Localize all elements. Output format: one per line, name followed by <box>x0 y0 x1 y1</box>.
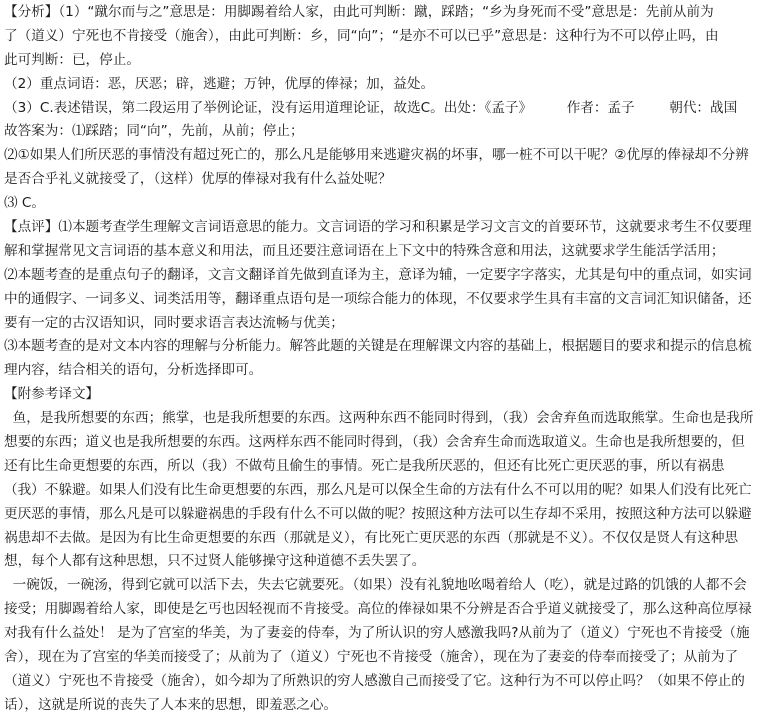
text-line: 还有比生命更想要的东西，所以（我）不做苟且偷生的事情。死亡是我所厌恶的，但还有比死亡更厌恶的事，所以有祸患 <box>4 457 725 474</box>
text-line: 对我有什么益处！ 是为了宫室的华美，为了妻妾的侍奉，为了所认识的穷人感激我吗?从前为了（道义）宁死也不肯接受（施 <box>4 625 750 642</box>
text-line: 中的通假字、一词多义、词类活用等，翻译重点语句是一项综合能力的体现，不仅要求学生具有丰富的文言词汇知识储备，还 <box>4 290 752 307</box>
text-line: 理内容，结合相关的语句，分析选择即可。 <box>4 362 263 379</box>
text-line: 一碗饭，一碗汤，得到它就可以活下去，失去它就要死。（如果）没有礼貌地吆喝着给人（吃），就是过路的饥饿的人都不会 <box>4 577 747 594</box>
text-line: 解和掌握常见文言词语的基本意义和用法，而且还要注意词语在上下文中的特殊含意和用法，这就要求学生能活学活用； <box>4 242 725 259</box>
text-line: 【附参考译文】 <box>4 386 100 403</box>
text-line: 鱼，是我所想要的东西；熊掌，也是我所想要的东西。这两种东西不能同时得到，（我）会舍弃鱼而选取熊掌。生命也是我所 <box>4 410 754 427</box>
text-line: ⑵①如果人们所厌恶的事情没有超过死亡的，那么凡是能够用来逃避灾祸的坏事，哪一桩不可以干呢？②优厚的俸禄却不分辨 <box>4 147 749 164</box>
text-line: ⑶ C。 <box>4 195 46 212</box>
text-line: 接受；用脚踢着给人家，即使是乞丐也因轻视而不肯接受。高位的俸禄如果不分辨是否合乎道义就接受了，那么这种高位厚禄 <box>4 601 752 618</box>
text-line: 话），这就是所说的丧失了人本来的思想，即羞恶之心。 <box>4 696 338 713</box>
text-line: 想，每个人都有这种思想，只不过贤人能够操守这种道德不丢失罢了。 <box>4 553 426 570</box>
text-line: 【分析】（1）“蹴尔而与之”意思是：用脚踢着给人家，由此可判断：蹴，踩踏；“乡为身死而不受”意思是：先前从前为 <box>4 4 714 20</box>
text-line: ⑵本题考查的是重点句子的翻译，文言文翻译首先做到直译为主，意译为辅，一定要字字落实，尤其是句中的重点词，如实词 <box>4 266 752 283</box>
text-line: 更厌恶的事情，那么凡是可以躲避祸患的手段有什么不可以做的呢？按照这种方法可以生存却不采用，按照这种方法可以躲避 <box>4 505 752 522</box>
text-line: （我）不躲避。如果人们没有比生命更想要的东西，那么凡是可以保全生命的方法有什么不可以用的呢？如果人们没有比死亡 <box>4 481 752 498</box>
text-line: （3）C.表述错误，第二段运用了举例论证，没有运用道理论证，故选C。出处：《孟子》 作者：孟子 朝代：战国 <box>4 99 738 116</box>
text-line: （道义）宁死也不肯接受（施舍），如今却为了所熟识的穷人感激自己而接受了它。这种行为不可以停止吗？（如果不停止的 <box>4 672 745 689</box>
text-line: 要有一定的古汉语知识，同时要求语言表达流畅与优美； <box>4 314 344 331</box>
text-line: 了（道义）宁死也不肯接受（施舍），由此可判断：乡，同“向”；“是亦不可以已乎”意思是：这种行为不可以停止吗，由 <box>4 27 719 44</box>
text-line: ⑶本题考查的是对文本内容的理解与分析能力。解答此题的关键是在理解课文内容的基础上，根据题目的要求和提示的信息梳 <box>4 338 752 355</box>
text-line: 祸患却不去做。是因为有比生命更想要的东西（那就是义），有比死亡更厌恶的东西（那就是不义）。不仅仅是贤人有这种思 <box>4 529 739 546</box>
text-line: 想要的东西；道义也是我所想要的东西。这两样东西不能同时得到，（我）会舍弃生命而选取道义。生命也是我所想要的，但 <box>4 434 745 451</box>
text-line: 此可判断：已，停止。 <box>4 51 140 68</box>
text-line: 故答案为：⑴踩踏；同“向”，先前，从前；停止； <box>4 123 304 140</box>
text-line: 是否合乎礼义就接受了，（这样）优厚的俸禄对我有什么益处呢？ <box>4 171 392 188</box>
text-line: 舍），现在为了宫室的华美而接受了；从前为了（道义）宁死也不肯接受（施舍），现在为了妻妾的侍奉而接受了；从前为了 <box>4 649 739 666</box>
text-line: 【点评】⑴本题考查学生理解文言词语意思的能力。文言词语的学习和积累是学习文言文的首要环节，这就要求考生不仅要理 <box>4 219 752 236</box>
text-line: （2）重点词语：恶，厌恶；辟，逃避；万钟，优厚的俸禄；加，益处。 <box>4 75 435 92</box>
